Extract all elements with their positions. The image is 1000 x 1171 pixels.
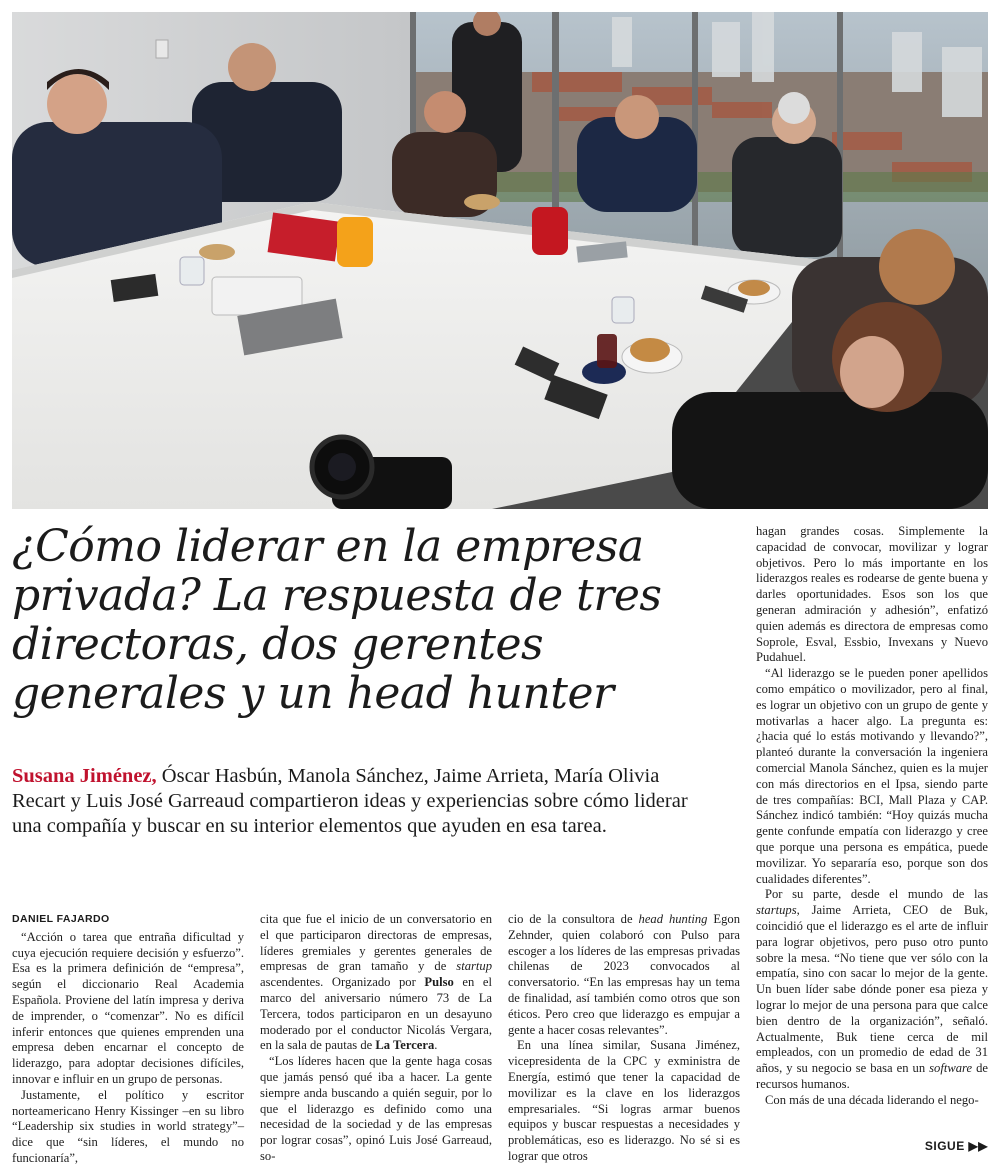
- paragraph: Justamente, el político y escritor norteamericano Henry Kissinger –en su libro “Leadership six studies in world strategy”– dice que “sin líderes, el mundo no funcionaría”,: [12, 1087, 244, 1165]
- paragraph: cita que fue el inicio de un conversatorio en el que participaron directoras de empresas, líderes gremiales y gerentes generales de empresas de gran tamaño y de startup ascendentes. Organizado por Pulso en el marco del aniversario número 73 de La Tercera, todos participaron en un desayuno moderado por el conductor Nicolás Vergara, en la sala de pautas de La Tercera.: [260, 912, 492, 1053]
- paragraph: “Acción o tarea que entraña dificultad y cuya ejecución requiere decisión y esfuerzo”. Esa es la primera definición de “empresa”, según el diccionario Real Academia Española. Proviene del latín impresa y deriva de imprender, o “comenzar”. No es difícil inferir entonces que quienes emprenden una empresa deben encarnar el concepto de liderazgo, para adoptar decisiones difíciles, innovar e influir en un grupo de personas.: [12, 929, 244, 1086]
- byline: DANIEL FAJARDO: [12, 913, 110, 925]
- article-column-1: [12, 912, 244, 1167]
- article-headline: ¿Cómo liderar en la empresa privada? La respuesta de tres directoras, dos gerentes generales y un head hunter: [12, 521, 662, 719]
- paragraph: Con más de una década liderando el nego-: [765, 1092, 979, 1107]
- article-column-2: [260, 912, 492, 1165]
- paragraph: hagan grandes cosas. Simplemente la capacidad de convocar, movilizar y lograr objetivos. Pero lo más importante en los liderazgos reales es rodearse de gente buena y darles oportunidades. Esos son los que generan admiración y adhesión”, enfatizó quien además es directora de empresas como Soprole, Esval, Essbio, Invexans y Nuevo Pudahuel.: [756, 524, 988, 665]
- paragraph: cio de la consultora de head hunting Egon Zehnder, quien colaboró con Pulso para escoger a los líderes de las empresas privadas chilenas de 2023 convocados al conversatorio. “En las empresas hay un tema de finalidad, así también como otros que son éticos. Pero creo que liderazgo es empujar a gente a hacer cosas relevantes”.: [508, 912, 740, 1037]
- standfirst-lead-name: Susana Jiménez,: [12, 765, 157, 787]
- standfirst-text: Óscar Hasbún, Manola Sánchez, Jaime Arrieta, María Olivia Recart y Luis José Garreaud compartieron ideas y experiencias sobre cómo liderar una compañía y buscar en su interior elementos que ayuden en esa tarea.: [12, 765, 688, 837]
- article-column-4: [756, 524, 988, 1108]
- paragraph: Por su parte, desde el mundo de las startups, Jaime Arrieta, CEO de Buk, coincidió que el liderazgo es el arte de influir para lograr objetivos, pero puso otro punto sobre la mesa. “No tiene que ver sólo con la empatía, sino con sacar lo mejor de la gente. Un buen líder sabe dónde poner esa pieza y lograr lo mejor de una persona para que calce bien dentro de la organización”, señaló. Actualmente, Buk tiene cerca de mil empleados, con un promedio de edad de 31 años, y su negocio se basa en un software de recursos humanos.: [756, 887, 988, 1091]
- paragraph: “Los líderes hacen que la gente haga cosas que jamás pensó qué iba a hacer. La gente siempre anda buscando a quién seguir, por lo que el liderazgo es definido como una necesidad de la sociedad y de las empresas por lograr cosas”, opinó Luis José Garreaud, so-: [260, 1054, 492, 1163]
- continue-marker: SIGUE ▶▶: [924, 1139, 988, 1153]
- paragraph: En una línea similar, Susana Jiménez, vicepresidenta de la CPC y exministra de Energía, estimó que tener la capacidad de movilizar es la clave en los liderazgos empresariales. “Si logras armar buenos equipos y buscar respuestas a necesidades y problemáticas, eso es liderazgo. No sé si es lograr que otros: [508, 1038, 740, 1163]
- article-column-3: [508, 912, 740, 1165]
- meeting-photo-illustration: [12, 12, 988, 509]
- article-standfirst: [12, 764, 712, 839]
- paragraph: “Al liderazgo se le pueden poner apellidos como empático o movilizador, pero al final, es lograr un objetivo con un grupo de gente y motivarlas a hacer algo. La pregunta es: ¿hacia qué lo estás motivando y llevando?”, planteó durante la conversación la ingeniera comercial Manola Sánchez, quien es la mujer con más directorios en el Ipsa, siendo parte de tres compañías: BCI, Mall Plaza y CAP. Sánchez indicó también: “Hoy quizás mucha gente confunde empatía con liderazgo y cree que porque una persona es empática, puede movilizar. Yo separaría eso, porque son dos cualidades diferentes”.: [756, 666, 988, 886]
- meeting-photo: [12, 12, 988, 509]
